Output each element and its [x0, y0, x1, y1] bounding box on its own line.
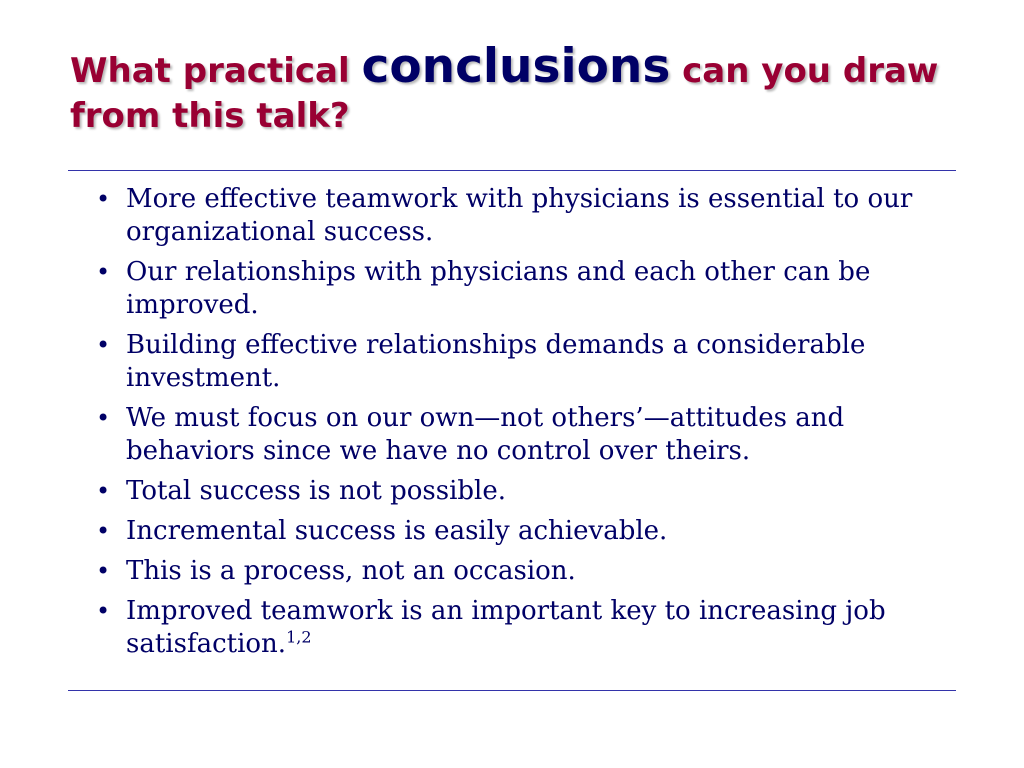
bullet-item: [96, 555, 976, 588]
bullet-text: Our relationships with physicians and each other can be improved.: [126, 257, 871, 320]
bullet-glyph: •: [96, 258, 111, 286]
title-emphasis: conclusions: [361, 39, 671, 94]
slide-title: [70, 39, 950, 139]
bullet-text: This is a process, not an occasion.: [126, 556, 576, 586]
footnote-marker: 1,2: [286, 627, 312, 647]
bullet-glyph: •: [96, 404, 111, 432]
bullet-text: Building effective relationships demands a considerable investment.: [126, 330, 866, 393]
title-part-1: What practical: [70, 51, 362, 91]
bullet-glyph: •: [96, 517, 111, 545]
bullet-glyph: •: [96, 557, 111, 585]
bullet-text: More effective teamwork with physicians is essential to our organizational success.: [126, 184, 913, 247]
top-divider: [68, 170, 956, 171]
bullet-item: [96, 475, 976, 508]
title-part-2: can you draw from this talk?: [70, 51, 939, 136]
bullet-text: Incremental success is easily achievable.: [126, 516, 668, 546]
bullet-item: [96, 256, 976, 322]
bullet-item: [96, 183, 976, 249]
bullet-glyph: •: [96, 597, 111, 625]
bullet-item: [96, 329, 976, 395]
bullet-glyph: •: [96, 331, 111, 359]
bullet-text: We must focus on our own—not others’—attitudes and behaviors since we have no control over theirs.: [126, 403, 845, 466]
bullet-item: [96, 595, 976, 661]
bullet-text: Improved teamwork is an important key to increasing job satisfaction.: [126, 596, 886, 659]
bullet-text: Total success is not possible.: [126, 476, 506, 506]
bullet-item: [96, 402, 976, 468]
bullet-glyph: •: [96, 185, 111, 213]
bullet-list: [96, 183, 976, 668]
bottom-divider: [68, 690, 956, 691]
bullet-item: [96, 515, 976, 548]
bullet-glyph: •: [96, 477, 111, 505]
